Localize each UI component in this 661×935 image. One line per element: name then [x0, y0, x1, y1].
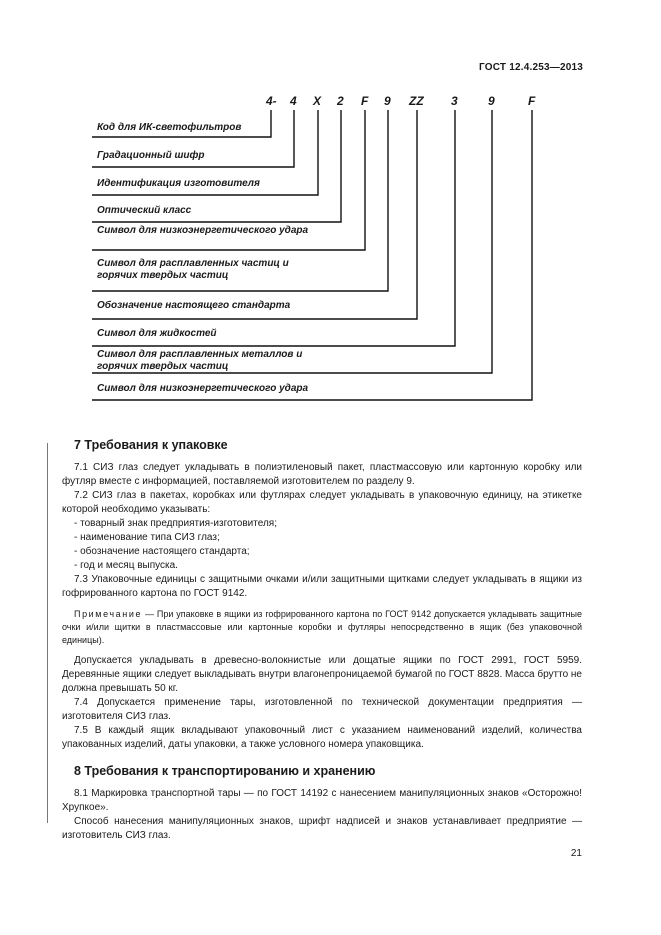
diagram-label: Градационный шифр	[97, 150, 205, 161]
list-item: - товарный знак предприятия-изготовителя;	[74, 518, 277, 529]
diagram-label: Обозначение настоящего стандарта	[97, 300, 291, 311]
diagram-label: Символ для низкоэнергетического удара	[97, 383, 309, 394]
paragraph: 8.1 Маркировка транспортной тары — по ГОСТ 14192 с нанесением манипуляционных знаков «Осторожно! Хрупкое».	[62, 788, 582, 813]
change-bar	[47, 443, 48, 823]
diagram-label: Идентификация изготовителя	[97, 178, 260, 189]
marking-diagram	[0, 0, 661, 420]
paragraph: 7.1 СИЗ глаз следует укладывать в полиэтиленовый пакет, пластмассовую или картонную коробку или футляр вместе с информацией, поставляемой изготовителем по разделу 9.	[62, 462, 582, 487]
diagram-label: Символ для расплавленных металлов и горячих твердых частиц	[97, 349, 303, 372]
standard-designation: ГОСТ 12.4.253—2013	[479, 62, 583, 73]
paragraph: 7.4 Допускается применение тары, изготовленной по технической документации предприятия — изготовителя СИЗ глаз.	[62, 697, 582, 722]
paragraph: 7.5 В каждый ящик вкладывают упаковочный лист с указанием наименований изделий, количества упакованных изделий, даты упаковки, а также условного номера упаковщика.	[62, 725, 582, 750]
code-char: ZZ	[409, 94, 424, 108]
note	[62, 608, 582, 647]
paragraph: 7.3 Упаковочные единицы с защитными очками и/или защитными щитками следует укладывать в ящики из гофрированного картона по ГОСТ 9142.	[62, 574, 582, 599]
paragraph: Допускается укладывать в древесно-волокнистые или дощатые ящики по ГОСТ 2991, ГОСТ 5959. Деревянные ящики следует выкладывать внутри влагонепроницаемой бумагой по ГОСТ 8828. Масса брутто не должна превышать 50 кг.	[62, 655, 582, 694]
code-char: F	[528, 94, 536, 108]
section-8-heading: 8 Требования к транспортированию и хранению	[74, 764, 376, 778]
diagram-label: Символ для низкоэнергетического удара	[97, 225, 309, 236]
code-char: 9	[488, 94, 495, 108]
code-char: 9	[384, 94, 391, 108]
paragraph: 7.2 СИЗ глаз в пакетах, коробках или футлярах следует укладывать в упаковочную единицу, на этикетке которой необходимо указывать:	[62, 490, 582, 515]
list-item: - год и месяц выпуска.	[74, 560, 178, 571]
note-text: — При упаковке в ящики из гофрированного картона по ГОСТ 9142 допускается укладывать защитные очки и/или щитки в пластмассовые или картонные коробки и футляры непосредственно в ящик (без упаковочной единицы).	[62, 609, 582, 645]
code-char: 4	[290, 94, 297, 108]
diagram-label: Символ для жидкостей	[97, 328, 217, 339]
code-char: 3	[451, 94, 458, 108]
diagram-label: Оптический класс	[97, 205, 192, 216]
list-item: - наименование типа СИЗ глаз;	[74, 532, 220, 543]
code-char: 2	[337, 94, 344, 108]
note-label: Примечание	[74, 609, 143, 619]
page-number: 21	[570, 848, 582, 859]
diagram-label: Код для ИК-светофильтров	[97, 122, 242, 133]
section-7-heading: 7 Требования к упаковке	[74, 438, 228, 452]
paragraph: Способ нанесения манипуляционных знаков, шрифт надписей и знаков устанавливает предприятие — изготовитель СИЗ глаз.	[62, 816, 582, 841]
diagram-label: Символ для расплавленных частиц и горячих твердых частиц	[97, 258, 289, 281]
code-char: X	[313, 94, 322, 108]
list-item: - обозначение настоящего стандарта;	[74, 546, 250, 557]
code-char: F	[361, 94, 369, 108]
document-body	[62, 436, 582, 843]
code-char: 4-	[266, 94, 277, 108]
